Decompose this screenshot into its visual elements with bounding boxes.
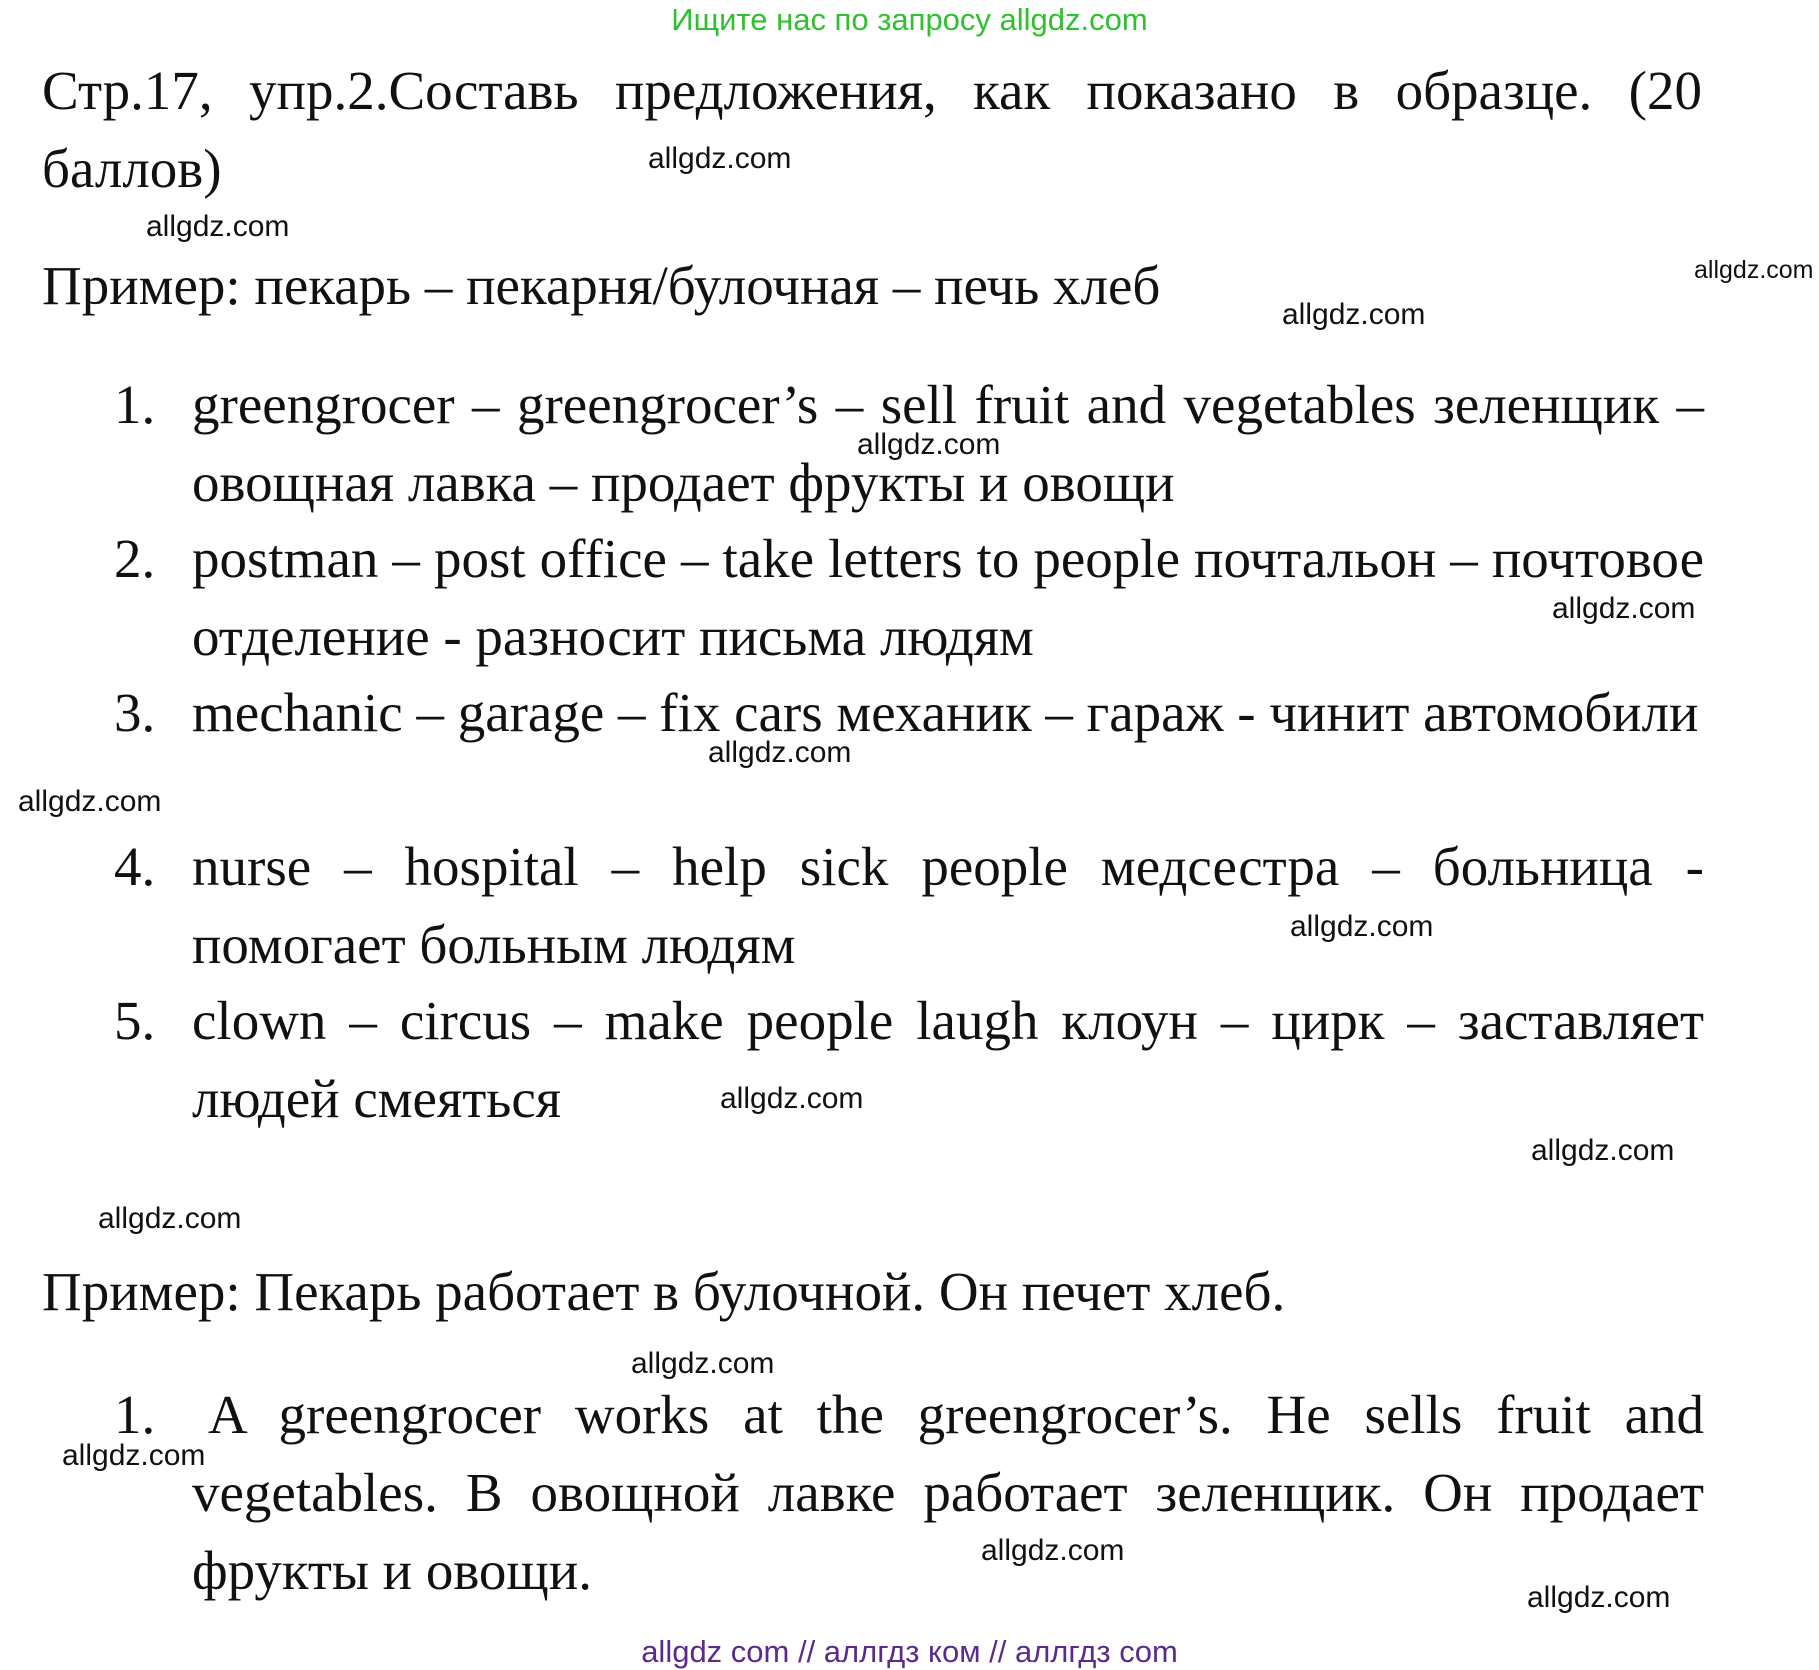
watermark: allgdz.com bbox=[981, 1534, 1125, 1567]
watermark: allgdz.com bbox=[146, 210, 290, 243]
example-phrase: Пример: пекарь – пекарня/булочная – печь хлеб bbox=[42, 255, 1161, 316]
watermark: allgdz.com bbox=[62, 1439, 206, 1472]
list-item bbox=[114, 674, 1704, 752]
item-text: greengrocer – greengrocer’s – sell fruit and vegetables зеленщик – овощная лавка – продает фрукты и овощи bbox=[192, 374, 1704, 513]
list-item bbox=[114, 520, 1704, 676]
item-number: 4. bbox=[114, 836, 156, 897]
list-item bbox=[114, 828, 1704, 984]
watermark: allgdz.com bbox=[98, 1202, 242, 1235]
watermark: allgdz.com bbox=[1290, 910, 1434, 943]
watermark: allgdz.com bbox=[648, 142, 792, 175]
watermark: allgdz.com bbox=[720, 1082, 864, 1115]
footer-links: allgdz com // аллгдз ком // аллгдз com bbox=[641, 1634, 1178, 1669]
watermark: allgdz.com bbox=[1527, 1581, 1671, 1614]
item-text: nurse – hospital – help sick people медсестра – больница - помогает больным людям bbox=[192, 836, 1704, 975]
exercise-title: Стр.17, упр.2.Составь предложения, как показано в образце. (20 баллов) bbox=[42, 60, 1702, 199]
item-number: 2. bbox=[114, 528, 156, 589]
watermark: allgdz.com bbox=[1694, 256, 1814, 284]
item-text: postman – post office – take letters to people почтальон – почтовое отделение - разносит письма людям bbox=[192, 528, 1704, 667]
watermark: allgdz.com bbox=[1531, 1134, 1675, 1167]
list-item bbox=[114, 982, 1704, 1138]
answer-text: A greengrocer works at the greengrocer’s. He sells fruit and vegetables. В овощной лавке работает зеленщик. Он продает фрукты и овощи. bbox=[192, 1384, 1704, 1601]
item-text: mechanic – garage – fix cars механик – гараж - чинит автомобили bbox=[192, 682, 1699, 743]
watermark: allgdz.com bbox=[1552, 592, 1696, 625]
watermark: allgdz.com bbox=[1282, 298, 1426, 331]
answer-item bbox=[114, 1376, 1704, 1610]
example-sentence: Пример: Пекарь работает в булочной. Он печет хлеб. bbox=[42, 1261, 1286, 1322]
item-number: 5. bbox=[114, 990, 156, 1051]
answer-number: 1. bbox=[114, 1384, 156, 1445]
watermark: allgdz.com bbox=[857, 428, 1001, 461]
watermark: allgdz.com bbox=[708, 736, 852, 769]
item-number: 1. bbox=[114, 374, 156, 435]
item-text: clown – circus – make people laugh клоун – цирк – заставляет людей смеяться bbox=[192, 990, 1704, 1129]
watermark: allgdz.com bbox=[631, 1347, 775, 1380]
search-banner: Ищите нас по запросу allgdz.com bbox=[671, 2, 1148, 37]
item-number: 3. bbox=[114, 682, 156, 743]
watermark: allgdz.com bbox=[18, 785, 162, 818]
